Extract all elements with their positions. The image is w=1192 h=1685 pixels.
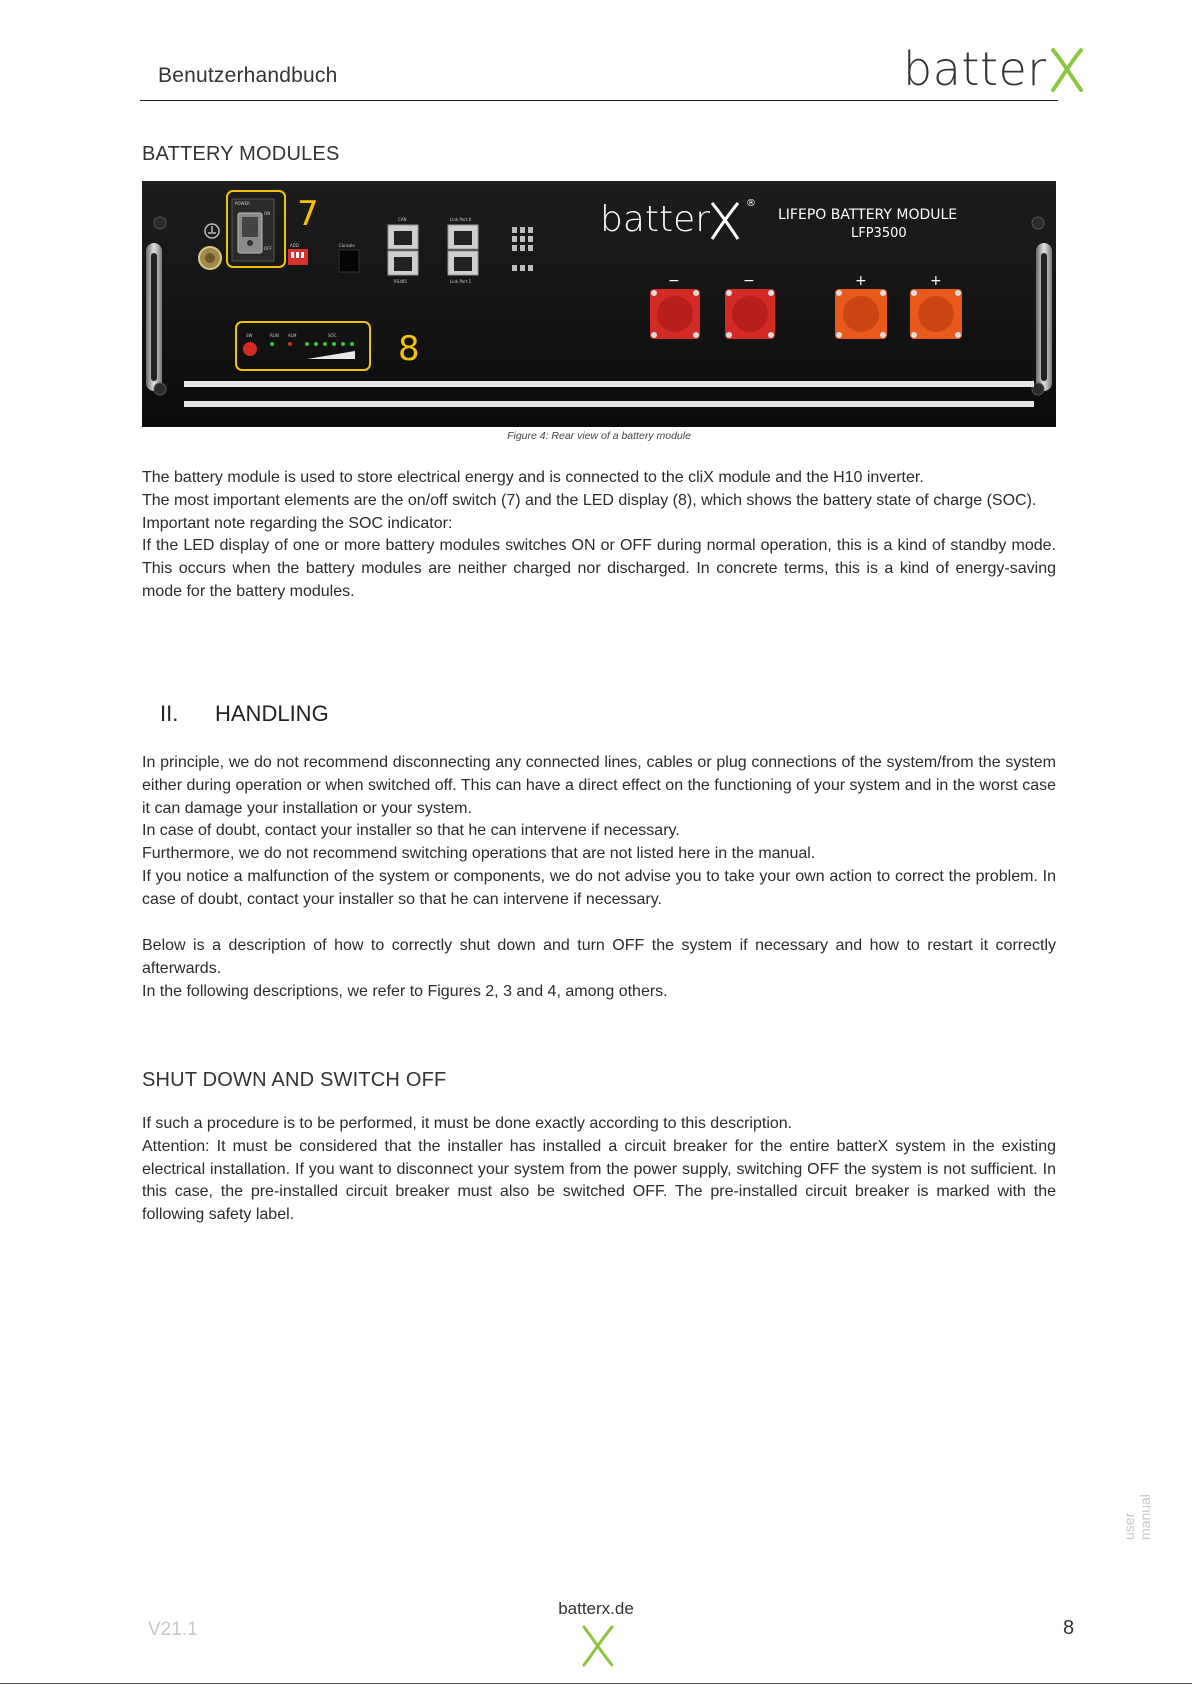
footer-website: batterx.de (558, 1599, 634, 1618)
led-run-label: RUN (270, 333, 279, 338)
logo-x-icon (1047, 46, 1087, 92)
paragraph: Attention: It must be considered that the installer has installed a circuit breaker for the entire batterX system in the existing electrical installation. If you want to disconnect your system from the power supply, switching OFF the system is not sufficient. In this case, the pre-installed circuit breaker must also be switched OFF. The pre-installed circuit breaker is marked with the following safety label. (142, 1137, 1056, 1224)
svg-text:+: + (930, 273, 942, 289)
off-label: OFF (264, 246, 272, 251)
section-title-battery-modules: BATTERY MODULES (142, 143, 340, 165)
console-label: Console (339, 243, 355, 248)
logo-wordmark: batter (903, 42, 1047, 96)
paragraph: Important note regarding the SOC indicator: (142, 514, 453, 532)
bottom-strip-2 (184, 401, 1034, 407)
header-divider (140, 100, 1058, 101)
paragraph: If such a procedure is to be performed, it must be done exactly according to this description. (142, 1115, 793, 1132)
paragraph: In case of doubt, contact your installer so that he can intervene if necessary. (142, 822, 680, 840)
svg-text:−: − (668, 273, 680, 289)
paragraph: The most important elements are the on/off switch (7) and the LED display (8), which shows the battery state of charge (SOC). (142, 491, 1037, 509)
footer-x-icon (580, 1624, 616, 1668)
bottom-divider (0, 1683, 1192, 1684)
module-model: LFP3500 (851, 226, 907, 241)
battery-module-photo (142, 181, 1056, 427)
led-sw-button (243, 342, 257, 356)
module-title: LIFEPO BATTERY MODULE (778, 207, 958, 223)
led-alm-label: ALM (288, 333, 297, 338)
panel-brand: batter (600, 199, 711, 240)
chapter-heading-handling (160, 701, 329, 727)
version-label: V21.1 (148, 1619, 198, 1640)
bottom-strip-1 (184, 381, 1034, 387)
svg-text:+: + (855, 273, 867, 289)
paragraph: If the LED display of one or more battery modules switches ON or OFF during normal operation, this is a kind of standby mode. This occurs when the battery modules are neither charged nor discharged. In concrete terms, this is a kind of energy-saving mode for the battery modules. (142, 537, 1056, 600)
figure-caption: Figure 4: Rear view of a battery module (507, 430, 691, 442)
shutdown-text (142, 1113, 1056, 1227)
led-sw-label: SW (246, 333, 253, 338)
console-port (339, 250, 359, 272)
battery-modules-text (142, 467, 1056, 604)
batterx-logo (903, 42, 1087, 96)
power-label: POWER (235, 201, 250, 206)
svg-text:−: − (743, 273, 755, 289)
page-number: 8 (1063, 1617, 1075, 1639)
paragraph: Furthermore, we do not recommend switching operations that are not listed here in the manual. (142, 845, 816, 863)
handling-text-b (142, 935, 1056, 1003)
chapter-title: HANDLING (215, 701, 329, 726)
paragraph: In principle, we do not recommend disconnecting any connected lines, cables or plug connections of the system/from the system either during operation or when switched off. This can have a direct effect on the functioning of your system and in the worst case it can damage your installation or your system. (142, 754, 1056, 817)
running-header-title: Benutzerhandbuch (158, 64, 338, 87)
on-label: ON (264, 211, 271, 216)
chapter-number: II. (160, 701, 179, 726)
led-soc-label: SOC (328, 333, 337, 338)
link-port-0-label: Link Port 0 (450, 217, 472, 222)
paragraph: The battery module is used to store electrical energy and is connected to the cliX module and the H10 inverter. (142, 469, 924, 486)
registered-mark: ® (746, 198, 756, 209)
rs485-label: RS485 (394, 279, 407, 284)
paragraph: Below is a description of how to correctly shut down and turn OFF the system if necessary and how to restart it correctly afterwards. (142, 937, 1056, 977)
handling-text-a (142, 752, 1056, 912)
link-port-1-label: Link Port 1 (450, 279, 472, 284)
callout-number-8: 8 (398, 329, 420, 369)
paragraph: If you notice a malfunction of the system or components, we do not advise you to take your own action to correct the problem. In case of doubt, contact your installer so that he can intervene if necessary. (142, 867, 1056, 908)
section-title-shut-down: SHUT DOWN AND SWITCH OFF (142, 1069, 447, 1091)
callout-number-7: 7 (297, 194, 319, 234)
side-label: user manual (1121, 1494, 1153, 1540)
paragraph: In the following descriptions, we refer to Figures 2, 3 and 4, among others. (142, 982, 668, 1000)
can-label: CAN (398, 217, 407, 222)
add-label: ADD (290, 243, 299, 248)
